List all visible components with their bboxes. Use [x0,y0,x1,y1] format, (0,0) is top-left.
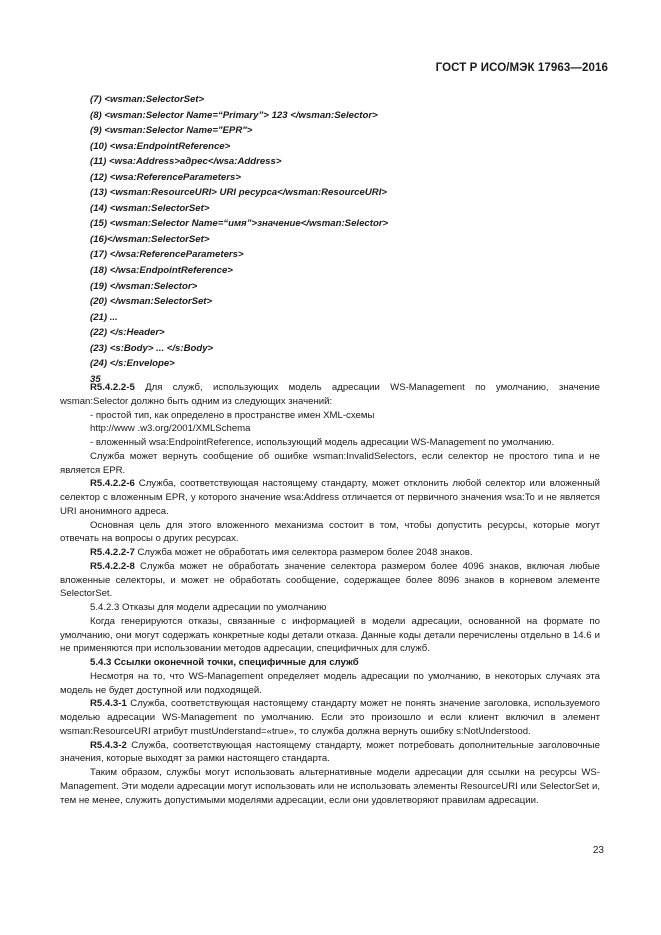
paragraph [60,381,600,409]
page-number: 23 [592,845,604,856]
code-line: (24) </s:Envelope> [90,358,175,370]
paragraph-text: Служба, соответствующая настоящему стандарту может не понять значение заголовка, используемого моделью адресации WS-Management по умолчанию. Если это произошло и если клиент включил в элемент wsman:ResourceURI атрибут mustUnderstand=«true», то служба должна вернуть ошибку s:NotUnderstood. [60,698,600,737]
paragraph-text: Служба может не обработать имя селектора размером более 2048 знаков. [134,547,473,558]
paragraph: Таким образом, службы могут использовать альтернативные модели адресации для ссылки на ресурсы WS-Management. Эти модели адресации могут использовать или не использовать элементы ResourceURI или SelectorSet и, тем не менее, служить допустимыми моделями адресации, если они удовлетворяют правилам адресации. [60,767,600,806]
code-line: (17) </wsa:ReferenceParameters> [90,249,244,261]
code-line: (18) </wsa:EndpointReference> [90,265,233,277]
paragraph: http://www .w3.org/2001/XMLSchema [90,423,251,435]
paragraph-text: Для служб, использующих модель адресации WS-Management по умолчанию, значение wsman:Selector должно быть одним из следующих значений: [60,382,600,407]
code-line: (23) <s:Body> ... </s:Body> [90,342,214,354]
paragraph: Несмотря на то, что WS-Management определяет модель адресации по умолчанию, в некоторых случаях эта модель не будет доступной или подходящей. [60,670,600,696]
body-text [60,381,600,807]
code-line: (12) <wsa:ReferenceParameters> [90,171,241,183]
code-line: (7) <wsman:SelectorSet> [90,94,205,105]
paragraph [60,477,600,518]
list-item: - простой тип, как определено в пространстве имен XML-схемы [90,409,375,421]
code-line: (19) </wsman:Selector> [90,280,198,292]
paragraph [60,560,600,601]
requirement-id: R5.4.3-2 [90,739,127,751]
requirement-id: R5.4.2.2-8 [90,560,135,572]
paragraph: Когда генерируются отказы, связанные с информацией в модели адресации, основанной на формате по умолчанию, они могут содержать конкретные коды детали отказа. Данные коды детали перечислены отдельно в 14.6 и не применяются при использовании методов адресации, специфичных для служб. [60,615,600,655]
code-line: (16)</wsman:SelectorSet> [90,233,210,245]
section-heading: 5.4.3 Ссылки оконечной точки, специфичные для служб [90,657,359,668]
code-line: (15) <wsman:Selector Name=“имя”>значение</wsman:Selector> [90,218,389,230]
code-line: 35 [90,373,101,385]
paragraph: Служба может вернуть сообщение об ошибке wsman:InvalidSelectors, если селектор не простого типа и не является EPR. [60,450,600,476]
paragraph-text: Служба, соответствующая настоящему стандарту, может отклонить любой селектор или вложенный селектор с вложенным EPR, у которого значение wsa:Address отличается от первичного значения wsa:To и не является URI анонимного адреса. [60,478,600,517]
code-line: (9) <wsman:Selector Name="EPR"> [90,125,253,137]
requirement-id: R5.4.2.2-7 [90,547,135,558]
requirement-id: R5.4.2.2-6 [90,478,135,490]
code-line: (10) <wsa:EndpointReference> [90,140,231,152]
code-line: (22) </s:Header> [90,327,165,339]
requirement-id: R5.4.3-1 [90,698,127,710]
code-line: (20) </wsman:SelectorSet> [90,296,213,308]
requirement-id: R5.4.2.2-5 [90,382,135,393]
paragraph [60,546,600,560]
code-line: (8) <wsman:Selector Name=“Primary”> 123 </wsman:Selector> [90,109,378,121]
code-line: (11) <wsa:Address>адрес</wsa:Address> [90,156,282,168]
paragraph-text: Служба может не обработать значение селектора размером более 4096 знаков, включая любые вложенные селекторы, и может не обработать сообщение, содержащее более 8096 знаков в корневом элементе SelectorSet. [60,560,600,600]
code-line: (21) ... [90,311,118,323]
paragraph [60,739,600,767]
code-line: (14) <wsman:SelectorSet> [90,202,210,214]
document-id: ГОСТ Р ИСО/МЭК 17963—2016 [435,62,608,74]
code-line: (13) <wsman:ResourceURI> URI ресурса</wsman:ResourceURI> [90,187,387,199]
code-listing [90,92,610,387]
list-item: - вложенный wsa:EndpointReference, использующий модель адресации WS-Management по умолчанию. [90,437,555,448]
subsection-heading: 5.4.2.3 Отказы для модели адресации по умолчанию [90,602,327,613]
paragraph [60,697,600,738]
paragraph-text: Служба, соответствующая настоящему стандарту, может потребовать дополнительные заголовочные значения, которые выходят за рамки настоящего стандарта. [60,739,600,765]
paragraph: Основная цель для этого вложенного механизма состоит в том, чтобы допустить ресурсы, которые могут отвечать на вопросы о других ресурсах. [60,519,600,545]
